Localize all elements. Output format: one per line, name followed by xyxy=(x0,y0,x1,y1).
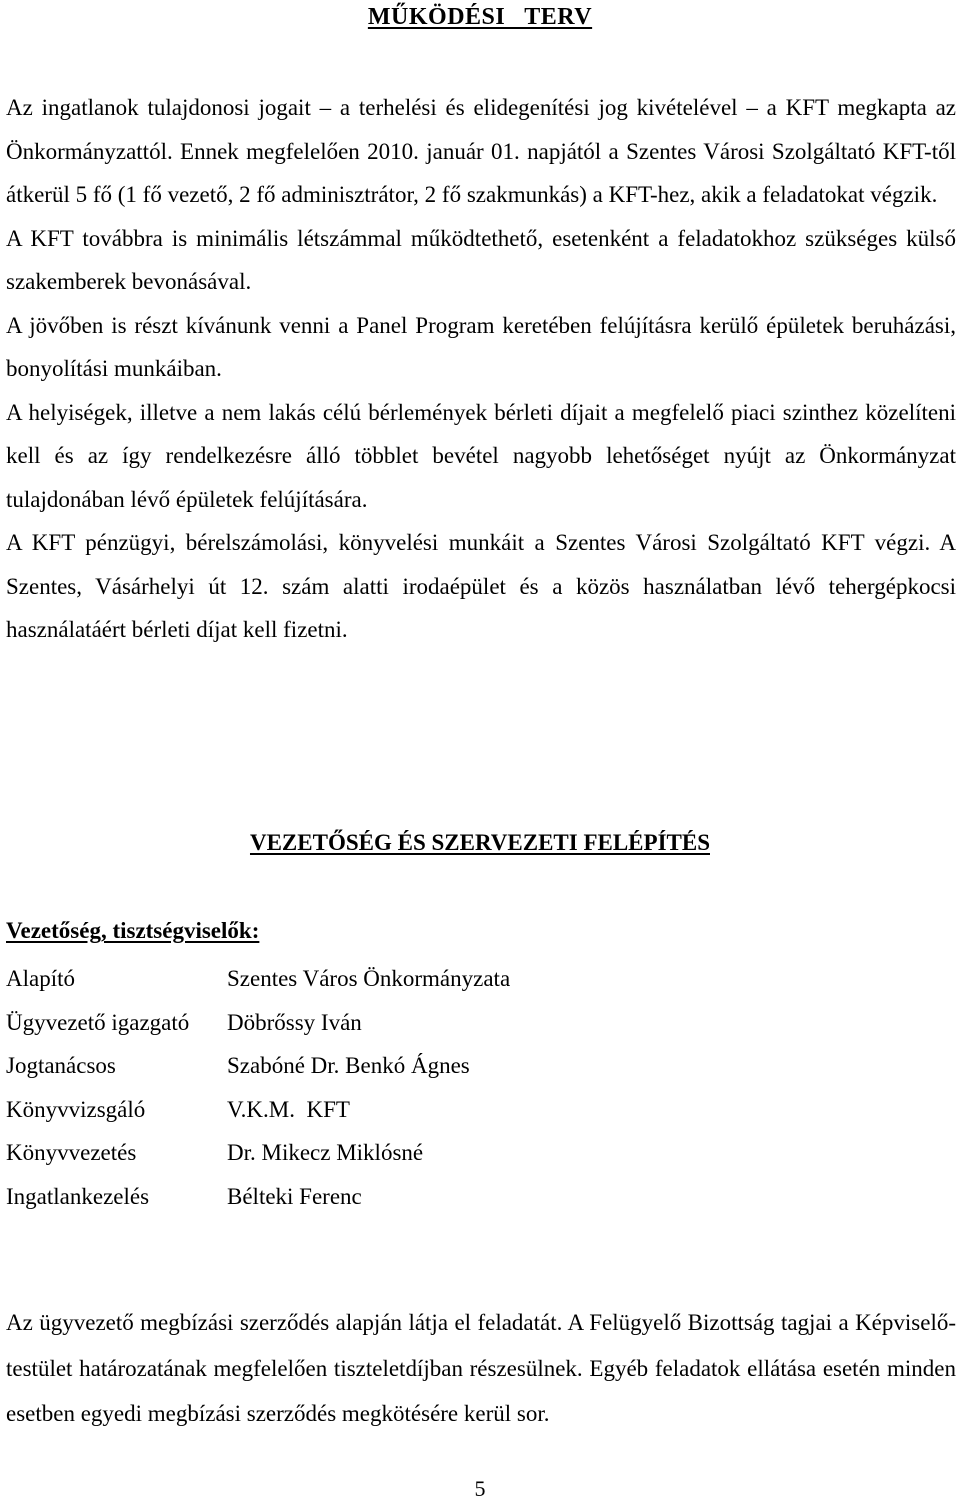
officer-name: Dr. Mikecz Miklósné xyxy=(227,1140,424,1165)
officer-role: Alapító xyxy=(6,966,75,991)
closing-paragraph: Az ügyvezető megbízási szerződés alapján látja el feladatát. A Felügyelő Bizottság tagjai a Képviselő-testület határozatának megfelelően tiszteletdíjban részesülnek. Egyéb feladatok ellátása esetén minden esetben egyedi megbízási szerződés megkötésére kerül sor. xyxy=(6,1310,956,1426)
paragraph-panel-program: A jövőben is részt kívánunk venni a Panel Program keretében felújításra kerülő épületek beruházási, bonyolítási munkáiban. xyxy=(6,312,956,381)
document-title: MŰKÖDÉSI TERV xyxy=(367,4,593,30)
officers-subtitle: Vezetőség, tisztségviselők: xyxy=(6,918,260,943)
officer-row xyxy=(6,1001,510,1045)
officer-name: Szabóné Dr. Benkó Ágnes xyxy=(227,1053,470,1078)
officer-role: Ingatlankezelés xyxy=(6,1183,150,1209)
paragraph-property-rights: Az ingatlanok tulajdonosi jogait – a terhelési és elidegenítési jog kivételével – a KFT megkapta az Önkormányzattól. Ennek megfelelően 2010. január 01. napjától a Szentes Városi Szolgáltató KFT-től átkerül 5 fő (1 fő vezető, 2 fő adminisztrátor, 2 fő szakmunkás) a KFT-hez, akik a feladatokat végzik. xyxy=(6,95,956,207)
officer-name: Szentes Város Önkormányzata xyxy=(227,966,511,991)
officer-name: Bélteki Ferenc xyxy=(227,1183,362,1209)
officers-list xyxy=(6,957,510,1218)
officer-row xyxy=(6,1175,510,1219)
officer-name: Döbrőssy Iván xyxy=(227,1009,362,1035)
officer-role: Ügyvezető igazgató xyxy=(6,1009,190,1035)
officer-row xyxy=(6,1131,510,1175)
officer-name: V.K.M. KFT xyxy=(227,1096,350,1122)
paragraph-accounting: A KFT pénzügyi, bérelszámolási, könyvelési munkáit a Szentes Városi Szolgáltató KFT végzi. A Szentes, Vásárhelyi út 12. szám alatti irodaépület és a közös használatban lévő tehergépkocsi használatáért bérleti díjat kell fizetni. xyxy=(6,530,956,642)
body-text xyxy=(6,86,956,652)
officer-role: Könyvvizsgáló xyxy=(6,1096,146,1122)
officer-row xyxy=(6,1044,510,1088)
officer-row xyxy=(6,1088,510,1132)
page-number: 5 xyxy=(474,1476,486,1501)
officer-role: Jogtanácsos xyxy=(6,1053,116,1078)
officer-row xyxy=(6,957,510,1001)
section-title: VEZETŐSÉG ÉS SZERVEZETI FELÉPÍTÉS xyxy=(249,830,710,855)
paragraph-rental-fees: A helyiségek, illetve a nem lakás célú bérlemények bérleti díjait a megfelelő piaci szinthez közelíteni kell és az így rendelkezésre álló többlet bevétel nagyobb lehetőséget nyújt az Önkormányzat tulajdonában lévő épületek felújítására. xyxy=(6,399,956,512)
paragraph-staffing: A KFT továbbra is minimális létszámmal működtethető, esetenként a feladatokhoz szükséges külső szakemberek bevonásával. xyxy=(6,225,956,294)
officer-role: Könyvvezetés xyxy=(6,1140,137,1165)
